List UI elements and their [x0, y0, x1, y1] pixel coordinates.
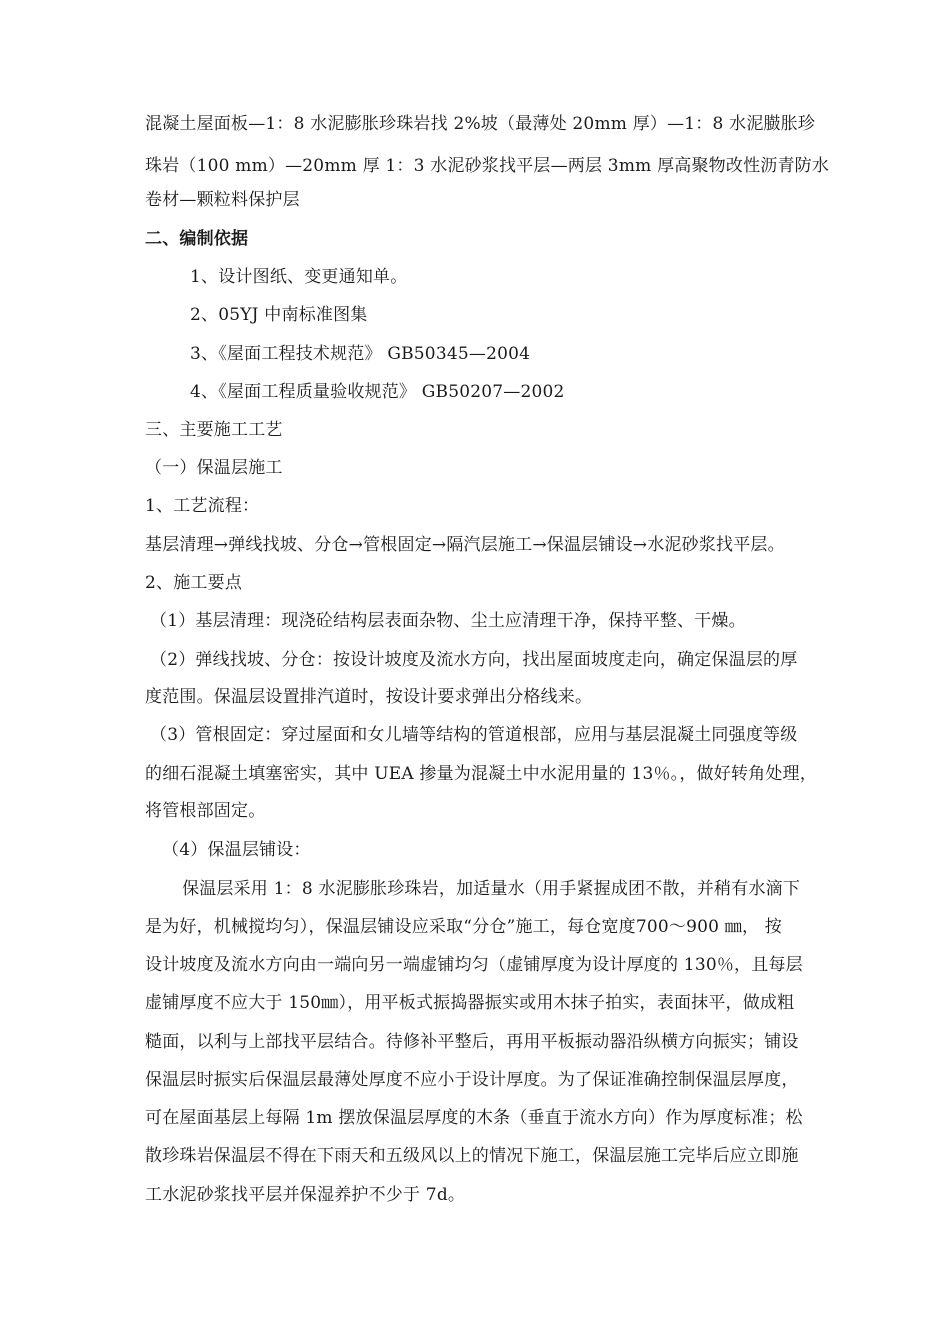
point-2-line-1: （2）弹线找坡、分仓：按设计坡度及流水方向，找出屋面坡度走向，确定保温层的厚	[150, 650, 798, 670]
reference-item-3: 3、《屋面工程技术规范》 GB50345—2004	[190, 344, 531, 364]
point-4-line: 保温层采用 1：8 水泥膨胀珍珠岩，加适量水（用手紧握成团不散，并稍有水滴下	[182, 879, 801, 899]
section-3-heading: 三、主要施工工艺	[145, 420, 283, 440]
reference-item-4: 4、《屋面工程质量验收规范》 GB50207—2002	[190, 382, 565, 402]
process-flow: 基层清理→弹线找坡、分仓→管根固定→隔汽层施工→保温层铺设→水泥砂浆找平层。	[145, 535, 785, 555]
intro-line-2: 珠岩（100 mm）—20mm 厚 1：3 水泥砂浆找平层—两层 3mm 厚高聚物改性沥青防水	[145, 156, 830, 176]
point-4-line: 设计坡度及流水方向由一端向另一端虚铺均匀（虚铺厚度为设计厚度的 130％，且每层	[145, 955, 803, 975]
point-2-line-2: 度范围。保温层设置排汽道时，按设计要求弹出分格线来。	[145, 687, 593, 707]
point-4-line: 工水泥砂浆找平层并保湿养护不少于 7d。	[145, 1185, 466, 1205]
section-2-heading: 二、编制依据	[145, 229, 249, 249]
key-points-title: 2、施工要点	[145, 573, 243, 593]
point-4-line: 虚铺厚度不应大于 150㎜），用平板式振捣器振实或用木抹子拍实，表面抹平，做成粗	[145, 993, 795, 1013]
reference-item-2: 2、05YJ 中南标准图集	[190, 305, 368, 325]
point-3-line-2: 的细石混凝土填塞密实，其中 UEA 掺量为混凝土中水泥用量的 13％。，做好转角处理，	[145, 764, 817, 784]
intro-line-3: 卷材—颗粒料保护层	[145, 190, 300, 210]
point-4-line: 散珍珠岩保温层不得在下雨天和五级风以上的情况下施工，保温层施工完毕后应立即施	[145, 1146, 799, 1166]
point-4-line: 可在屋面基层上每隔 1m 摆放保温层厚度的木条（垂直于流水方向）作为厚度标准；松	[145, 1108, 803, 1128]
flow-title: 1、工艺流程：	[145, 496, 260, 516]
point-3-line-3: 将管根部固定。	[145, 801, 266, 821]
point-4-line: 糙面，以利与上部找平层结合。待修补平整后，再用平板振动器沿纵横方向振实；铺设	[145, 1032, 799, 1052]
point-4-line: 保温层时振实后保温层最薄处厚度不应小于设计厚度。为了保证准确控制保温层厚度，	[145, 1070, 799, 1090]
point-4-title: （4）保温层铺设：	[162, 840, 311, 860]
point-1: （1）基层清理：现浇砼结构层表面杂物、尘土应清理干净，保持平整、干燥。	[150, 611, 746, 631]
point-4-line: 是为好，机械搅均匀），保温层铺设应采取“分仓”施工，每仓宽度700～900 ㎜， 按	[145, 917, 782, 937]
point-3-line-1: （3）管根固定：穿过屋面和女儿墙等结构的管道根部，应用与基层混凝土同强度等级	[150, 725, 798, 745]
subsection-1-heading: （一）保温层施工	[145, 458, 283, 478]
reference-item-1: 1、设计图纸、变更通知单。	[190, 267, 408, 287]
intro-line-1: 混凝土屋面板—1：8 水泥膨胀珍珠岩找 2%坡（最薄处 20mm 厚）—1：8 水泥臌胀珍	[145, 114, 816, 134]
